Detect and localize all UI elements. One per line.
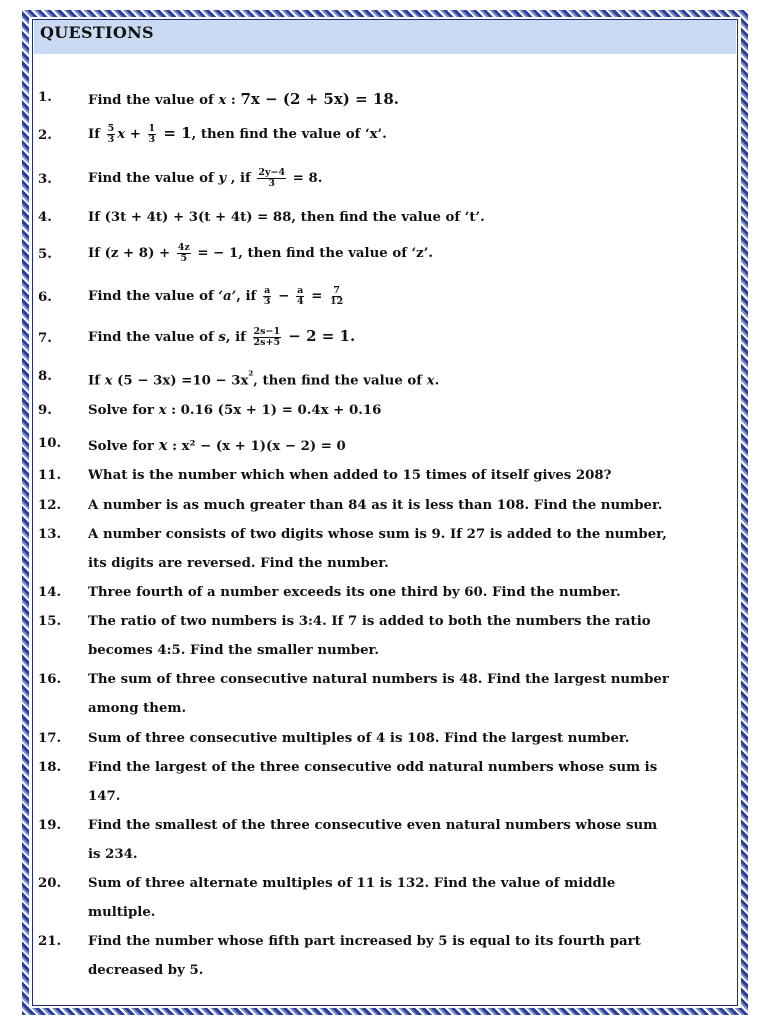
question-number: 20. — [38, 876, 62, 891]
question-number: 9. — [38, 403, 52, 418]
question-number: 18. — [38, 760, 62, 775]
question-number: 13. — [38, 527, 62, 542]
question-text: Find the largest of the three consecutive odd natural numbers whose sum is — [88, 760, 658, 775]
question-text: Sum of three consecutive multiples of 4 is 108. Find the largest number. — [88, 731, 630, 746]
fraction: $\frac{1}{3}$ — [148, 123, 156, 145]
question-number: 17. — [38, 731, 62, 746]
fraction: $\frac{4z}{5}$ — [177, 242, 190, 264]
question-text: 147. — [88, 789, 121, 804]
question-number: 11. — [38, 468, 62, 483]
question-number: 21. — [38, 934, 62, 949]
question-number: 12. — [38, 498, 62, 513]
question-text: The ratio of two numbers is 3:4. If 7 is added to both the numbers the ratio — [88, 614, 651, 629]
question-text: Three fourth of a number exceeds its one third by 60. Find the number. — [88, 585, 621, 600]
question-text: decreased by 5. — [88, 963, 204, 978]
question-text: Find the value of x : 7x − (2 + 5x) = 18. — [88, 90, 399, 108]
question-number: 4. — [38, 210, 52, 225]
question-number: 15. — [38, 614, 62, 629]
question-text: Sum of three alternate multiples of 11 is 132. Find the value of middle — [88, 876, 616, 891]
question-text: is 234. — [88, 847, 138, 862]
question-number: 2. — [38, 128, 52, 143]
section-title: QUESTIONS — [40, 23, 154, 42]
question-number: 6. — [38, 290, 52, 305]
fraction: $\frac{2y-4}{3}$ — [258, 167, 286, 189]
question-number: 7. — [38, 331, 52, 346]
question-text: Find the number whose fifth part increased by 5 is equal to its fourth part — [88, 934, 641, 949]
question-number: 5. — [38, 247, 52, 262]
question-text: multiple. — [88, 905, 156, 920]
question-text: Find the smallest of the three consecutive even natural numbers whose sum — [88, 818, 658, 833]
fraction: $\frac{7}{12}$ — [329, 285, 344, 307]
question-text: becomes 4:5. Find the smaller number. — [88, 643, 379, 658]
question-text: among them. — [88, 701, 187, 716]
question-number: 19. — [38, 818, 62, 833]
question-number: 16. — [38, 672, 62, 687]
section-header — [34, 20, 736, 54]
question-number: 3. — [38, 172, 52, 187]
question-text: Solve for x : 0.16 (5x + 1) = 0.4x + 0.16 — [88, 403, 382, 418]
question-text: The sum of three consecutive natural numbers is 48. Find the largest number — [88, 672, 669, 687]
question-text: A number consists of two digits whose sum is 9. If 27 is added to the number, — [88, 527, 667, 542]
question-text: If (3t + 4t) + 3(t + 4t) = 88, then find the value of ‘t’. — [88, 210, 485, 225]
question-text: Solve for x : x² − (x + 1)(x − 2) = 0 — [88, 436, 346, 454]
fraction: $\frac{5}{3}$ — [107, 123, 115, 145]
question-number: 1. — [38, 90, 52, 105]
question-text: If x $(5 - 3x) =10 - 3x^{^2}$, then find the value of x. — [88, 369, 440, 389]
question-text: Find the value of ‘a’, if $\frac{a}{3}$ − $\frac{a}{4}$ = $\frac{7}{12}$ — [88, 285, 344, 307]
fraction: $\frac{a}{3}$ — [263, 285, 271, 307]
question-text: Find the value of y , if $\frac{2y-4}{3}$ = 8. — [88, 167, 323, 189]
question-text: If (z + 8) + $\frac{4z}{5}$ = − 1, then find the value of ‘z’. — [88, 242, 433, 264]
fraction: $\frac{a}{4}$ — [296, 285, 304, 307]
question-text: If $\frac{5}{3}$ x + $\frac{1}{3}$ = 1, then find the value of ‘x’. — [88, 123, 387, 145]
question-number: 10. — [38, 436, 62, 451]
question-text: A number is as much greater than 84 as it is less than 108. Find the number. — [88, 498, 663, 513]
question-text: Find the value of s, if $\frac{2s-1}{2s+5}$ − 2 = 1. — [88, 326, 356, 348]
question-number: 14. — [38, 585, 62, 600]
fraction: $\frac{2s-1}{2s+5}$ — [253, 326, 281, 348]
question-number: 8. — [38, 369, 52, 384]
question-text: What is the number which when added to 15 times of itself gives 208? — [88, 468, 612, 483]
question-text: its digits are reversed. Find the number. — [88, 556, 389, 571]
